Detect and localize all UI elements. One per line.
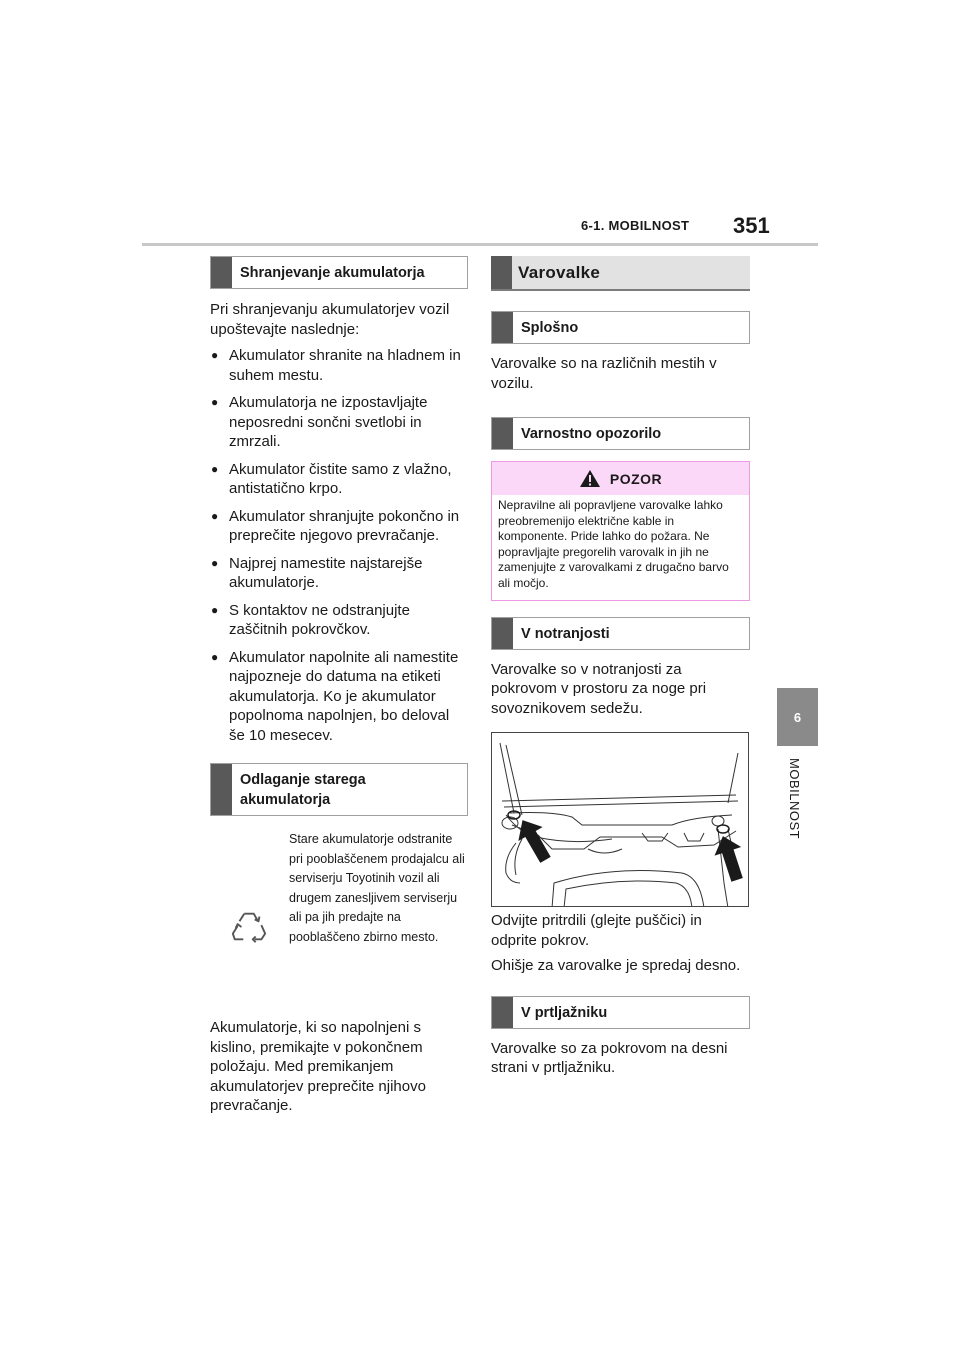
- list-item: ● Akumulatorja ne izpostavljajte neposredni sončni svetlobi in zmrzali.: [210, 393, 468, 452]
- caution-header: [492, 462, 749, 495]
- heading-bar: [211, 764, 232, 815]
- interior-text: Varovalke so v notranjosti za pokrovom v prostoru za noge pri sovoznikovem sedežu.: [491, 660, 707, 717]
- trunk-text: Varovalke so za pokrovom na desni strani v prtljažniku.: [491, 1039, 728, 1077]
- heading-safety-warning: [491, 417, 750, 450]
- recycle-text: Stare akumulatorje odstranite pri pooblaščenem prodajalcu ali serviserju Toyotinih vozil ali drugem zanesljivem serviserju ali pa jih predajte na pooblaščeno zbirno mesto.: [289, 832, 465, 944]
- heading-text: Odlaganje starega akumulatorja: [240, 772, 366, 808]
- dashboard-drawing: [492, 733, 749, 907]
- page-number: 351: [733, 213, 770, 238]
- heading-fuses: [491, 256, 750, 291]
- heading-trunk: [491, 996, 750, 1029]
- heading-text: Shranjevanje akumulatorja: [240, 265, 425, 281]
- header-divider: [142, 243, 818, 246]
- heading-text: Splošno: [521, 320, 579, 336]
- heading-bar: [492, 997, 513, 1028]
- chapter-tab-label: MOBILNOST: [787, 758, 802, 840]
- list-item: ● Akumulator shranite na hladnem in suhem mestu.: [210, 346, 468, 385]
- instruction-location: Ohišje za varovalke je spredaj desno.: [491, 957, 741, 975]
- recycle-icon: [230, 908, 268, 946]
- heading-text: Varnostno opozorilo: [521, 426, 662, 442]
- storage-list: [210, 346, 468, 745]
- acid-battery-note: Akumulatorje, ki so napolnjeni s kislino, premikajte v pokončnem položaju. Med premikanjem akumulatorjev preprečite njihovo prevračanje.: [210, 1019, 426, 1114]
- instruction-unscrew: Odvijte pritrdili (glejte puščici) in odprite pokrov.: [491, 912, 702, 949]
- heading-bar: [211, 257, 232, 288]
- list-item: ● Akumulator napolnite ali namestite najpozneje do datuma na etiketi akumulatorja. Ko je akumulator popolnoma napolnjen, bo deloval še 10 mesecev.: [210, 648, 468, 746]
- fuse-cover-illustration: [491, 732, 749, 907]
- heading-battery-storage: [210, 256, 468, 289]
- list-item: ● Akumulator shranjujte pokončno in preprečite njegovo prevračanje.: [210, 507, 468, 546]
- warning-triangle-icon: [579, 469, 601, 488]
- heading-bar: [492, 618, 513, 649]
- section-title: 6-1. MOBILNOST: [581, 218, 690, 233]
- heading-general: [491, 311, 750, 344]
- heading-text: V notranjosti: [521, 625, 610, 642]
- recycle-notice: [210, 830, 468, 1010]
- heading-bar: [492, 418, 513, 449]
- caution-title: POZOR: [609, 470, 663, 487]
- list-item: ● Najprej namestite najstarejše akumulatorje.: [210, 554, 468, 593]
- heading-bar: [492, 312, 513, 343]
- heading-battery-disposal: [210, 763, 468, 816]
- heading-interior: [491, 617, 750, 650]
- list-item: ● Akumulator čistite samo z vlažno, antistatično krpo.: [210, 460, 468, 499]
- chapter-tab[interactable]: 6: [777, 688, 818, 746]
- heading-text: Varovalke: [518, 263, 601, 282]
- caution-box: [491, 461, 750, 601]
- storage-intro: Pri shranjevanju akumulatorjev vozil upoštevajte naslednje:: [210, 301, 450, 338]
- heading-bar: [491, 256, 512, 289]
- caution-text: Nepravilne ali popravljene varovalke lahko preobremenijo električne kable in komponente. Pride lahko do požara. Ne popravljajte pregorelih varovalk in jih ne zamenjujte z varovalkami z drugačno barvo ali močjo.: [498, 498, 729, 590]
- list-item: ● S kontaktov ne odstranjujte zaščitnih pokrovčkov.: [210, 601, 468, 640]
- heading-text: V prtljažniku: [521, 1004, 608, 1021]
- right-column: [491, 256, 750, 1078]
- general-text: Varovalke so na različnih mestih v vozilu.: [491, 355, 717, 392]
- left-column: [210, 256, 468, 1116]
